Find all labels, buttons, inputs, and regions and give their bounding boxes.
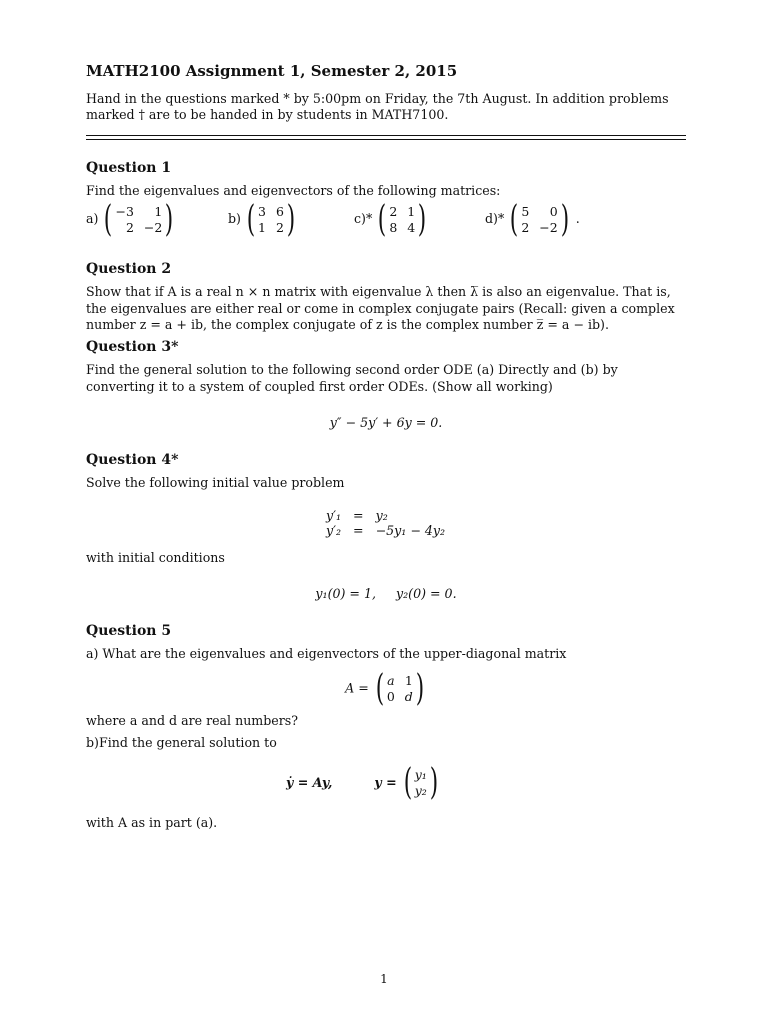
question-4-heading: Question 4* xyxy=(86,452,179,468)
question-5-part-b: b)Find the general solution to xyxy=(86,734,277,750)
page-number: 1 xyxy=(380,972,388,986)
matrix-label: a) xyxy=(86,211,99,227)
matrix-cell: 3 xyxy=(258,203,266,219)
vector-equation: ẏ = Ay, y = ( y₁ y₂ ) xyxy=(286,762,439,804)
matrix-label: d)* xyxy=(485,211,505,227)
intro-paragraph: Hand in the questions marked * by 5:00pm on Friday, the 7th August. In addition problems marked † are to be handed in by students in MATH7100. xyxy=(86,90,669,122)
question-5-heading: Question 5 xyxy=(86,623,172,639)
matrix-cell: −2 xyxy=(143,219,163,235)
question-4-with: with initial conditions xyxy=(86,549,225,565)
matrix-cell: 0 xyxy=(386,688,395,704)
system-rhs: −5y₁ − 4y₂ xyxy=(375,522,446,538)
matrix-cell: d xyxy=(404,688,413,704)
vector-cell: y₂ xyxy=(414,783,427,799)
matrix-cell: 1 xyxy=(404,672,413,688)
matrix-cell: 2 xyxy=(275,219,284,235)
matrix-cell: 6 xyxy=(275,203,284,219)
matrix-label: c)* xyxy=(354,211,373,227)
question-2 xyxy=(86,260,686,333)
question-4-text: Solve the following initial value problem xyxy=(86,475,345,491)
question-5-part-a: a) What are the eigenvalues and eigenvectors of the upper-diagonal matrix xyxy=(86,646,567,662)
matrix-a: a) ( −3 1 2 −2 ) xyxy=(86,198,174,240)
question-4 xyxy=(86,451,686,602)
initial-conditions: y₁(0) = 1, y₂(0) = 0. xyxy=(315,585,457,601)
page-title: MATH2100 Assignment 1, Semester 2, 2015 xyxy=(86,62,458,80)
question-3 xyxy=(86,338,686,431)
question-5-closing: with A as in part (a). xyxy=(86,815,218,831)
system-rhs: y₂ xyxy=(375,507,388,523)
matrix-A: A = ( a 1 0 d ) xyxy=(345,667,425,709)
system-op: = xyxy=(353,507,364,523)
matrix-cell: 0 xyxy=(549,203,558,219)
document-page xyxy=(86,62,686,831)
vector-cell: y₁ xyxy=(414,767,427,783)
matrix-cell: 2 xyxy=(389,203,398,219)
question-3-heading: Question 3* xyxy=(86,339,179,355)
question-2-text: Show that if A is a real n × n matrix with eigenvalue λ then λ̅ is also an eigenvalue. That is, the eigenvalues are either real or come in complex conjugate pairs (Recall: given a complex number z = a + ib, the complex conjugate of z is the complex number z̅ = a − ib). xyxy=(86,284,675,332)
question-5-where: where a and d are real numbers? xyxy=(86,712,298,728)
matrix-label: b) xyxy=(228,211,241,227)
question-1-text: Find the eigenvalues and eigenvectors of the following matrices: xyxy=(86,183,501,199)
question-5 xyxy=(86,622,686,832)
question-3-text: Find the general solution to the following second order ODE (a) Directly and (b) by converting it to a system of coupled first order ODEs. (Show all working) xyxy=(86,362,618,394)
matrix-cell: 8 xyxy=(389,219,398,235)
system-lhs: y′₁ xyxy=(326,507,342,523)
matrix-c: c)* ( 2 1 8 4 ) xyxy=(354,198,427,240)
matrix-cell: 2 xyxy=(125,219,134,235)
matrix-cell: 1 xyxy=(154,203,163,219)
system-op: = xyxy=(353,522,364,538)
matrix-cell: 4 xyxy=(407,219,416,235)
question-2-heading: Question 2 xyxy=(86,261,172,277)
matrix-cell: −2 xyxy=(539,219,558,235)
matrix-cell: 5 xyxy=(521,203,530,219)
double-rule xyxy=(86,135,686,140)
matrix-d: d)* ( 5 0 2 −2 ) . xyxy=(485,198,580,240)
vector-equation-left: ẏ = Ay, xyxy=(286,775,333,791)
matrix-cell: a xyxy=(387,672,395,688)
matrix-cell: −3 xyxy=(115,203,134,219)
matrix-b: b) ( 3 6 1 2 ) xyxy=(228,198,296,240)
question-1 xyxy=(86,159,686,238)
matrix-row xyxy=(86,198,686,240)
matrix-cell: 1 xyxy=(407,203,416,219)
system-lhs: y′₂ xyxy=(326,522,342,538)
question-1-heading: Question 1 xyxy=(86,160,172,176)
matrix-end-period: . xyxy=(575,211,580,227)
matrix-A-label: A = xyxy=(345,680,369,696)
matrix-cell: 2 xyxy=(521,219,530,235)
matrix-cell: 1 xyxy=(258,219,266,235)
question-3-equation: y″ − 5y′ + 6y = 0. xyxy=(329,414,443,430)
ode-system xyxy=(86,508,686,538)
vector-y-label: y = xyxy=(374,775,397,791)
